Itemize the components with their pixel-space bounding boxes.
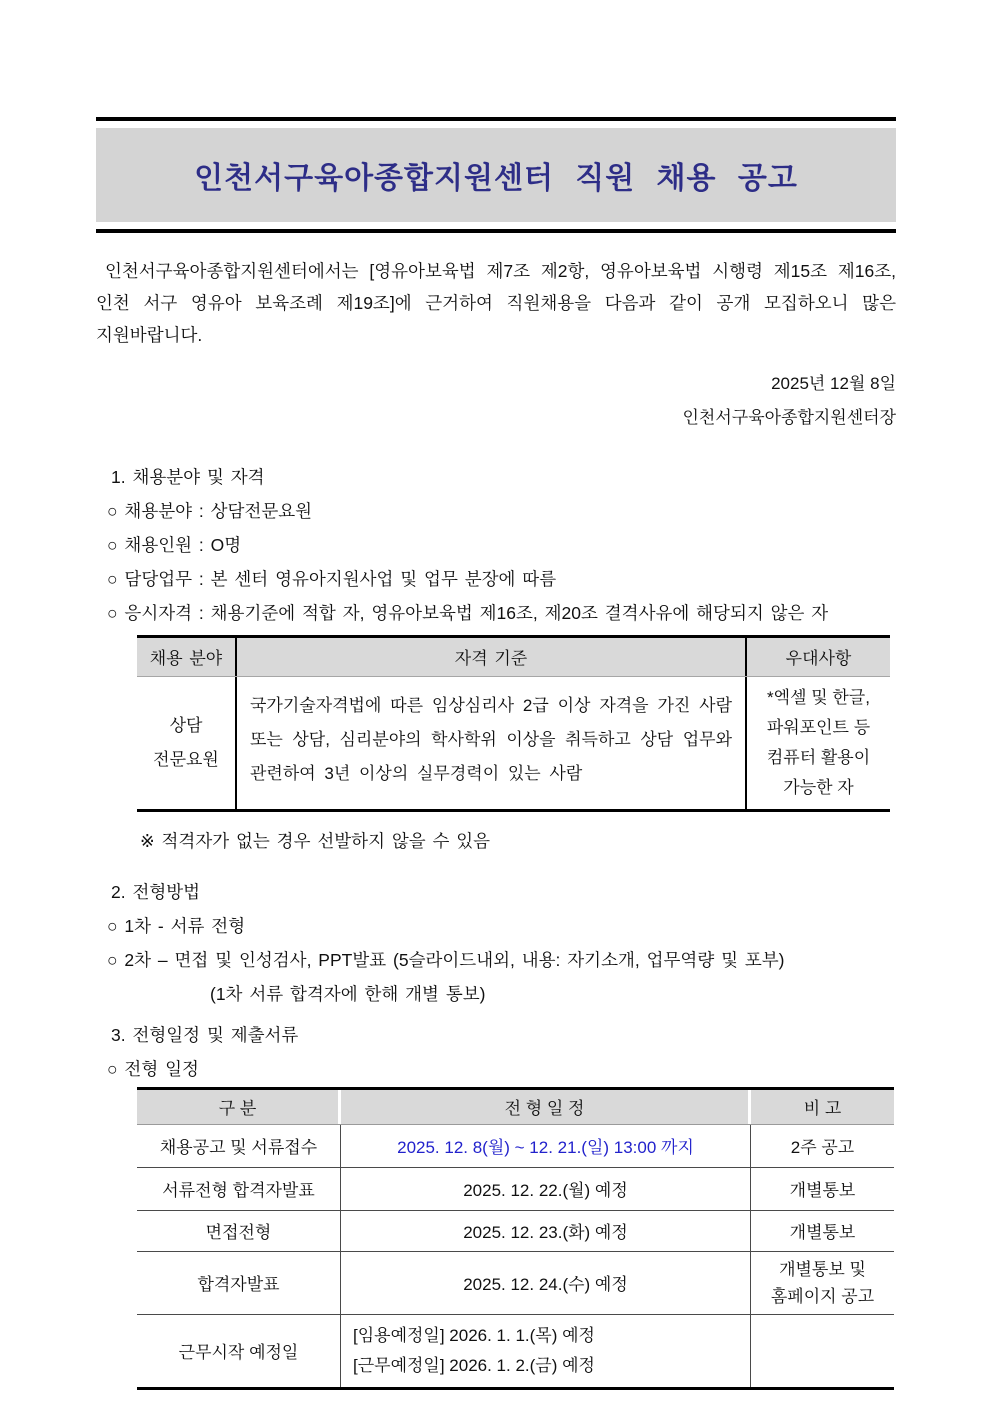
stage2-subnote: (1차 서류 합격자에 한해 개별 통보) <box>210 983 486 1004</box>
cell-note <box>751 1252 894 1314</box>
section3-heading: 3. 전형일정 및 제출서류 <box>111 1024 299 1045</box>
cell-schedule: 2025. 12. 24.(수) 예정 <box>341 1252 751 1314</box>
schedule-row-final-result <box>137 1251 894 1314</box>
qualification-table <box>137 635 890 812</box>
cell-category: 합격자발표 <box>137 1252 341 1314</box>
schedule-row-interview <box>137 1210 894 1251</box>
qualification-table-row <box>137 677 890 809</box>
schedule-row-work-start <box>137 1314 894 1387</box>
cell-preference-line: 가능한 자 <box>783 777 854 797</box>
cell-note <box>751 1315 894 1387</box>
bullet-recruit-count: ○ 채용인원 : O명 <box>107 534 242 555</box>
cell-note-line2: 홈페이지 공고 <box>770 1286 875 1306</box>
qualification-table-header-row <box>137 638 890 677</box>
bullet-duty: ○ 담당업무 : 본 센터 영유아지원사업 및 업무 분장에 따름 <box>107 568 557 589</box>
cell-field <box>137 677 237 809</box>
title-banner <box>96 128 896 222</box>
cell-category: 서류전형 합격자발표 <box>137 1168 341 1210</box>
cell-field-line1: 상담 <box>169 715 203 735</box>
cell-preference <box>747 677 890 809</box>
cell-schedule: 2025. 12. 23.(화) 예정 <box>341 1211 751 1251</box>
header-cell-preference: 우대사항 <box>785 649 852 668</box>
section1-heading: 1. 채용분야 및 자격 <box>111 466 265 487</box>
header-cell-category: 구 분 <box>137 1090 341 1124</box>
cell-note-line1: 개별통보 및 <box>779 1259 866 1279</box>
top-divider <box>96 117 896 121</box>
intro-paragraph: 인천서구육아종합지원센터에서는 [영유아보육법 제7조 제2항, 영유아보육법 시행령 제15조 제16조, 인천 서구 영유아 보육조례 제19조]에 근거하여 직원채용을 다음과 같이 공개 모집하오니 많은 지원바랍니다. <box>96 261 896 345</box>
cell-note: 2주 공고 <box>790 1138 855 1157</box>
header-cell-field: 채용 분야 <box>137 638 237 676</box>
cell-note: 개별통보 <box>789 1181 856 1200</box>
cell-schedule-line2: [근무예정일] 2026. 1. 2.(금) 예정 <box>353 1355 595 1375</box>
cell-preference-line: 파워포인트 등 <box>766 717 871 737</box>
no-selection-note: ※ 적격자가 없는 경우 선발하지 않을 수 있음 <box>140 830 491 851</box>
bullet-recruit-field: ○ 채용분야 : 상담전문요원 <box>107 500 313 521</box>
cell-category: 채용공고 및 서류접수 <box>137 1125 341 1167</box>
bullet-stage1: ○ 1차 - 서류 전형 <box>107 915 246 936</box>
bullet-stage2: ○ 2차 – 면접 및 인성검사, PPT발표 (5슬라이드내외, 내용: 자기소개, 업무역량 및 포부) <box>107 949 785 970</box>
document-title: 인천서구육아종합지원센터 직원 채용 공고 <box>194 162 798 195</box>
cell-preference-line: *엑셀 및 한글, <box>767 687 870 707</box>
cell-category: 근무시작 예정일 <box>137 1315 341 1387</box>
schedule-table <box>137 1087 894 1390</box>
cell-field-line2: 전문요원 <box>153 749 219 769</box>
cell-schedule <box>341 1315 751 1387</box>
cell-schedule: 2025. 12. 22.(월) 예정 <box>341 1168 751 1210</box>
announcer-name: 인천서구육아종합지원센터장 <box>682 407 896 427</box>
cell-criteria: 국가기술자격법에 따른 임상심리사 2급 이상 자격을 가진 사람 또는 상담, 심리분야의 학사학위 이상을 취득하고 상담 업무와 관련하여 3년 이상의 실무경력이 있는 사람 <box>237 677 747 809</box>
cell-schedule: 2025. 12. 8(월) ~ 12. 21.(일) 13:00 까지 <box>341 1125 751 1167</box>
schedule-row-application <box>137 1124 894 1167</box>
bullet-schedule: ○ 전형 일정 <box>107 1058 199 1079</box>
banner-bottom-divider <box>96 229 896 233</box>
bullet-eligibility: ○ 응시자격 : 채용기준에 적합 자, 영유아보육법 제16조, 제20조 결격사유에 해당되지 않은 자 <box>107 602 829 623</box>
header-cell-criteria: 자격 기준 <box>237 638 747 676</box>
announcement-date: 2025년 12월 8일 <box>771 373 896 393</box>
header-cell-schedule: 전 형 일 정 <box>341 1090 751 1124</box>
cell-preference-line: 컴퓨터 활용이 <box>766 747 871 767</box>
header-cell-note: 비 고 <box>803 1099 842 1118</box>
cell-category: 면접전형 <box>137 1211 341 1251</box>
section2-heading: 2. 전형방법 <box>111 881 201 902</box>
cell-note: 개별통보 <box>789 1223 856 1242</box>
cell-schedule-line1: [임용예정일] 2026. 1. 1.(목) 예정 <box>353 1325 595 1345</box>
schedule-table-header-row <box>137 1090 894 1124</box>
schedule-row-document-result <box>137 1167 894 1210</box>
